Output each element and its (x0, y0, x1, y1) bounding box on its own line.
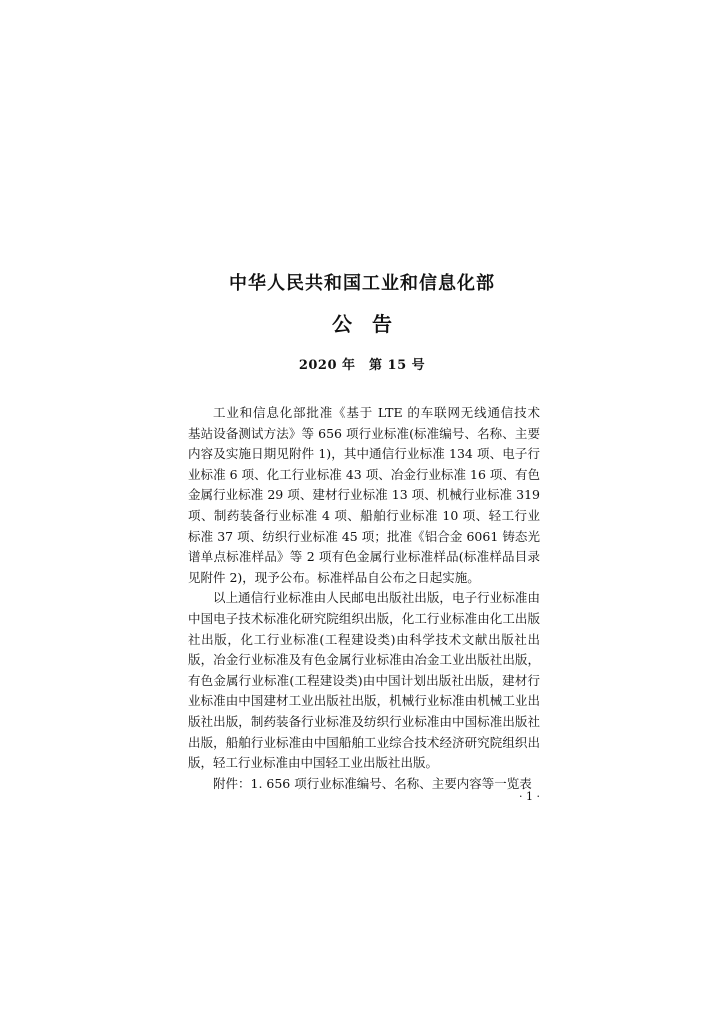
document-body (188, 403, 553, 794)
issue-number: 2020 年 第 15 号 (298, 358, 426, 373)
document-title: 中华人民共和国工业和信息化部 (229, 273, 495, 294)
paragraph-attachment: 附件：1. 656 项行业标准编号、名称、主要内容等一览表 (213, 775, 532, 791)
document-subtitle: 公 告 (332, 312, 392, 336)
paragraph-approval: 工业和信息化部批准《基于 LTE 的车联网无线通信技术 基站设备测试方法》等 656 项行业标准(标准编号、名称、主要内容及实施日期见附件 1)，其中通信行业标准 134 项、电子行业标准 6 项、化工行业标准 43 项、冶金行业标准 16 项、有色金属行业标准 29 项、建材行业标准 13 项、机械行业标准 319 项、制药装备行业标准 4 项、船舶行业标准 10 项、轻工行业标准 37 项、纺织行业标准 45 项；批准《铝合金 6061 铸态光谱单点标准样品》等 2 项有色金属行业标准样品(标准样品目录见附件 2)，现予公布。标准样品自公布之日起实施。 (188, 405, 553, 585)
paragraph-publishers: 以上通信行业标准由人民邮电出版社出版，电子行业标准由中国电子技术标准化研究院组织出版，化工行业标准由化工出版社出版，化工行业标准(工程建设类)由科学技术文献出版社出版，冶金行业标准及有色金属行业标准由冶金工业出版社出版，有色金属行业标准(工程建设类)由中国计划出版社出版，建材行业标准由中国建材工业出版社出版，机械行业标准由机械工业出版社出版，制药装备行业标准及纺织行业标准由中国标准出版社出版，船舶行业标准由中国船舶工业综合技术经济研究院组织出版，轻工行业标准由中国轻工业出版社出版。 (188, 590, 540, 771)
page-number: · 1 · (519, 790, 540, 803)
